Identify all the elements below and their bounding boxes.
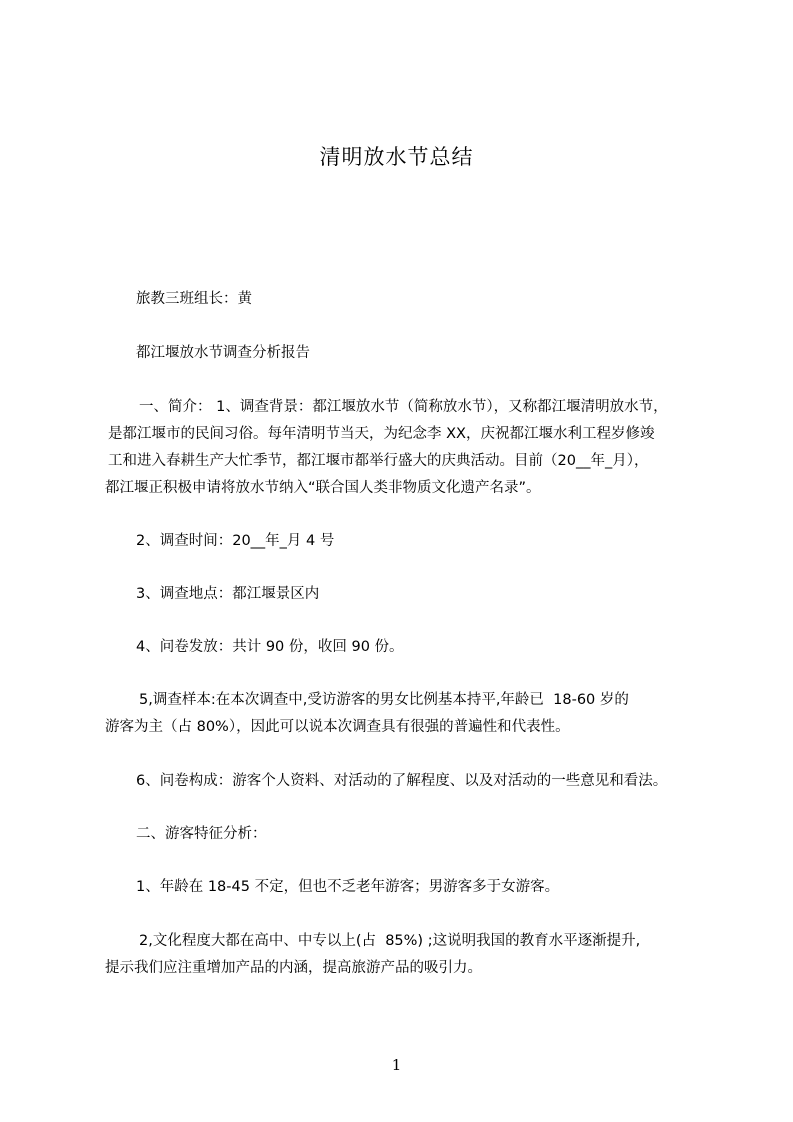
paragraph-line: 游客为主（占 80%），因此可以说本次调查具有很强的普遍性和代表性。	[105, 719, 570, 735]
paragraph-line: 1、年龄在 18-45 不定，但也不乏老年游客；男游客多于女游客。	[136, 879, 560, 895]
paragraph-line: 2、调查时间：20__年_月 4 号	[136, 533, 335, 549]
document-title: 清明放水节总结	[319, 145, 474, 169]
paragraph-line: 提示我们应注重增加产品的内涵，提高旅游产品的吸引力。	[105, 960, 482, 976]
paragraph-line: 5,调查样本:在本次调查中,受访游客的男女比例基本持平,年龄已 18-60 岁的	[139, 692, 629, 708]
report-title-line: 都江堰放水节调查分析报告	[136, 345, 310, 361]
paragraph-line: 6、问卷构成：游客个人资料、对活动的了解程度、以及对活动的一些意见和看法。	[136, 773, 668, 789]
page-number: 1	[391, 1056, 402, 1074]
paragraph-line: 是都江堰市的民间习俗。每年清明节当天，为纪念李 XX，庆祝都江堰水利工程岁修竣	[108, 426, 655, 442]
paragraph-line: 4、问卷发放：共计 90 份，收回 90 份。	[136, 639, 404, 655]
author-line: 旅教三班组长：黄	[136, 291, 252, 307]
paragraph-line: 工和进入春耕生产大忙季节，都江堰市都举行盛大的庆典活动。目前（20__年_月），	[108, 453, 649, 469]
paragraph-line: 一、简介： 1、调查背景：都江堰放水节（简称放水节），又称都江堰清明放水节，	[139, 399, 668, 415]
paragraph-line: 都江堰正积极申请将放水节纳入“联合国人类非物质文化遗产名录”。	[105, 480, 541, 496]
paragraph-line: 2,文化程度大都在高中、中专以上(占 85%) ;这说明我国的教育水平逐渐提升,	[139, 933, 641, 949]
section-heading: 二、游客特征分析：	[136, 826, 267, 842]
paragraph-line: 3、调查地点：都江堰景区内	[136, 586, 320, 602]
